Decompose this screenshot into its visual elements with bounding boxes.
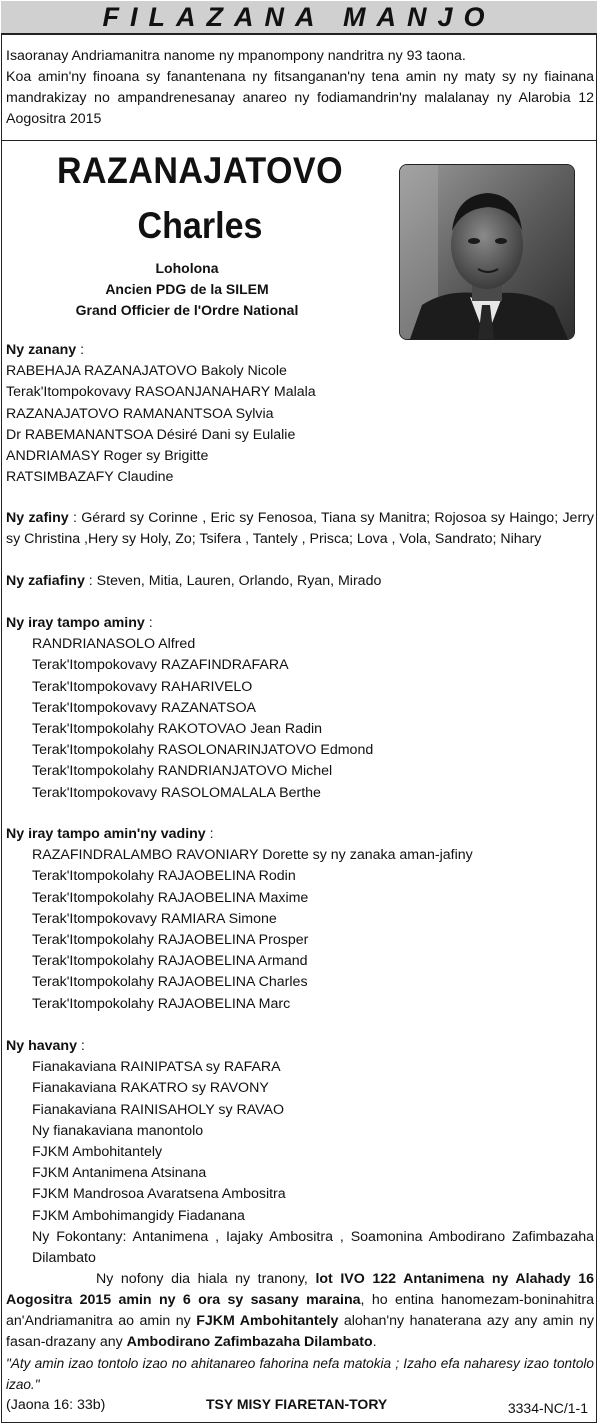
list-item: RABEHAJA RAZANAJATOVO Bakoly Nicole (6, 363, 287, 380)
list-item: Terak'Itompokovavy RASOANJANAHARY Malala (6, 384, 316, 401)
list-item: Terak'Itompokolahy RAJAOBELINA Maxime (32, 889, 309, 906)
banner-title: FILAZANA MANJO (102, 1, 496, 32)
title-line: Ancien PDG de la SILEM (105, 281, 269, 297)
deceased-surname: RAZANAJATOVO (56, 150, 344, 191)
intro-text (6, 46, 594, 130)
list-item: Terak'Itompokovavy RAMIARA Simone (32, 910, 277, 927)
footer-code: 3334-NC/1-1 (507, 1400, 588, 1416)
list-item: Terak'Itompokolahy RAKOTOVAO Jean Radin (32, 721, 323, 738)
zafiny-text: Gérard sy Corinne , Eric sy Fenosoa, Tiana sy Manitra; Rojosoa sy Haingo; Jerry sy Christina ,Hery sy Holy, Zo; Tsifera , Tantely , Prisca; Lova , Vola, Sandrato; Nihary (6, 510, 594, 548)
list-item: Ny Fokontany: Antanimena , Iajaky Ambositra , Soamonina Ambodirano Zafimbazaha Dilambato (32, 1228, 594, 1267)
list-item: FJKM Antanimena Atsinana (32, 1165, 207, 1182)
list-item: RAZANAJATOVO RAMANANTSOA Sylvia (6, 405, 274, 422)
list-item: Ny fianakaviana manontolo (32, 1122, 204, 1139)
section-heading: Ny zanany (6, 342, 77, 358)
list-item: FJKM Mandrosoa Avaratsena Ambositra (32, 1186, 286, 1203)
portrait-photo (399, 164, 575, 340)
list-item: RANDRIANASOLO Alfred (32, 636, 196, 653)
closing-text: . (372, 1334, 377, 1350)
list-item: RAZAFINDRALAMBO RAVONIARY Dorette sy ny zanaka aman-jafiny (32, 847, 473, 864)
colon: : (205, 826, 214, 842)
list-item: FJKM Ambohimangidy Fiadanana (32, 1207, 245, 1224)
section-havany (6, 1036, 594, 1269)
section-tampo-vadiny (6, 824, 594, 1015)
list-item: Terak'Itompokolahy RANDRIANJATOVO Michel (32, 763, 333, 780)
closing-bold-tomb: Ambodirano Zafimbazaha Dilambato (126, 1334, 373, 1350)
list-item: Terak'Itompokovavy RAZANATSOA (32, 699, 256, 716)
list-item: Terak'Itompokolahy RAJAOBELINA Armand (32, 953, 308, 970)
title-line: Grand Officier de l'Ordre National (75, 302, 299, 318)
intro-line-1: Isaoranay Andriamanitra nanome ny mpanompony nandritra ny 93 taona. (6, 48, 466, 64)
colon: : (84, 573, 97, 589)
section-heading: Ny havany (6, 1038, 77, 1054)
deceased-firstname: Charles (137, 205, 263, 246)
list-item: Terak'Itompokolahy RASOLONARINJATOVO Edmond (32, 742, 374, 759)
closing-text: , ho entina hanomezam-boninahitra an'Andriamanitra ao amin ny (6, 1292, 594, 1329)
section-zafiny (6, 508, 594, 550)
closing-bold-church: FJKM Ambohitantely (196, 1313, 339, 1329)
list-item: Terak'Itompokolahy RAJAOBELINA Marc (32, 995, 291, 1012)
closing-text: Ny nofony dia hiala ny tranony, (96, 1271, 316, 1287)
list-item: Terak'Itompokovavy RAZAFINDRAFARA (32, 657, 289, 674)
section-heading: Ny zafiny (6, 510, 69, 526)
list-item: Dr RABEMANANTSOA Désiré Dani sy Eulalie (6, 426, 296, 443)
section-heading: Ny iray tampo amin'ny vadiny (6, 826, 206, 842)
list-item: Fianakaviana RAKATRO sy RAVONY (32, 1080, 269, 1097)
section-heading: Ny zafiafiny (6, 573, 85, 589)
intro-line-2: Koa amin'ny finoana sy fanantenana ny fitsanganan'ny tena amin ny maty sy ny fiainana mandrakizay no ampandrenesanay anareo ny fodiamandrin'ny malalanay ny Alarobia 12 Aogositra 2015 (6, 69, 594, 127)
list-item: Terak'Itompokolahy RAJAOBELINA Charles (32, 974, 308, 991)
colon: : (76, 342, 85, 358)
closing-text: alohan'ny hanaterana azy any amin ny fasan-drazany any (6, 1313, 594, 1350)
closing-bold-address: lot IVO 122 Antanimena ny Alahady 16 Aogositra 2015 amin ny 6 ora sy sasany maraina (6, 1271, 594, 1308)
colon: : (68, 510, 82, 526)
list-item: Terak'Itompokolahy RAJAOBELINA Rodin (32, 868, 296, 885)
section-zafiafiny (6, 571, 594, 592)
list-item: Terak'Itompokolahy RAJAOBELINA Prosper (32, 932, 309, 949)
section-tampo-aminy (6, 613, 594, 804)
list-item: Terak'Itompokovavy RASOLOMALALA Berthe (32, 784, 321, 801)
list-item: ANDRIAMASY Roger sy Brigitte (6, 448, 209, 465)
list-item: Terak'Itompokovavy RAHARIVELO (32, 678, 253, 695)
footer (0, 1394, 600, 1418)
bible-reference: (Jaona 16: 33b) (6, 1397, 106, 1413)
divider (1, 140, 597, 141)
footer-signature: TSY MISY FIARETAN-TORY (206, 1396, 388, 1412)
deceased-titles (0, 258, 374, 321)
section-heading: Ny iray tampo aminy (6, 615, 145, 631)
list-item: RATSIMBAZAFY Claudine (6, 469, 174, 486)
zafiafiny-text: Steven, Mitia, Lauren, Orlando, Ryan, Mirado (96, 573, 382, 589)
colon: : (76, 1038, 85, 1054)
banner (1, 1, 597, 35)
title-line: Loholona (155, 260, 219, 276)
colon: : (144, 615, 153, 631)
section-zanany (6, 340, 594, 488)
bible-quote: "Aty amin izao tontolo izao no ahitanareo fahorina nefa matokia ; Izaho efa naharesy izao tontolo izao." (6, 1356, 594, 1392)
list-item: Fianakaviana RAINIPATSA sy RAFARA (32, 1059, 281, 1076)
list-item: Fianakaviana RAINISAHOLY sy RAVAO (32, 1101, 285, 1118)
list-item: FJKM Ambohitantely (32, 1144, 163, 1161)
